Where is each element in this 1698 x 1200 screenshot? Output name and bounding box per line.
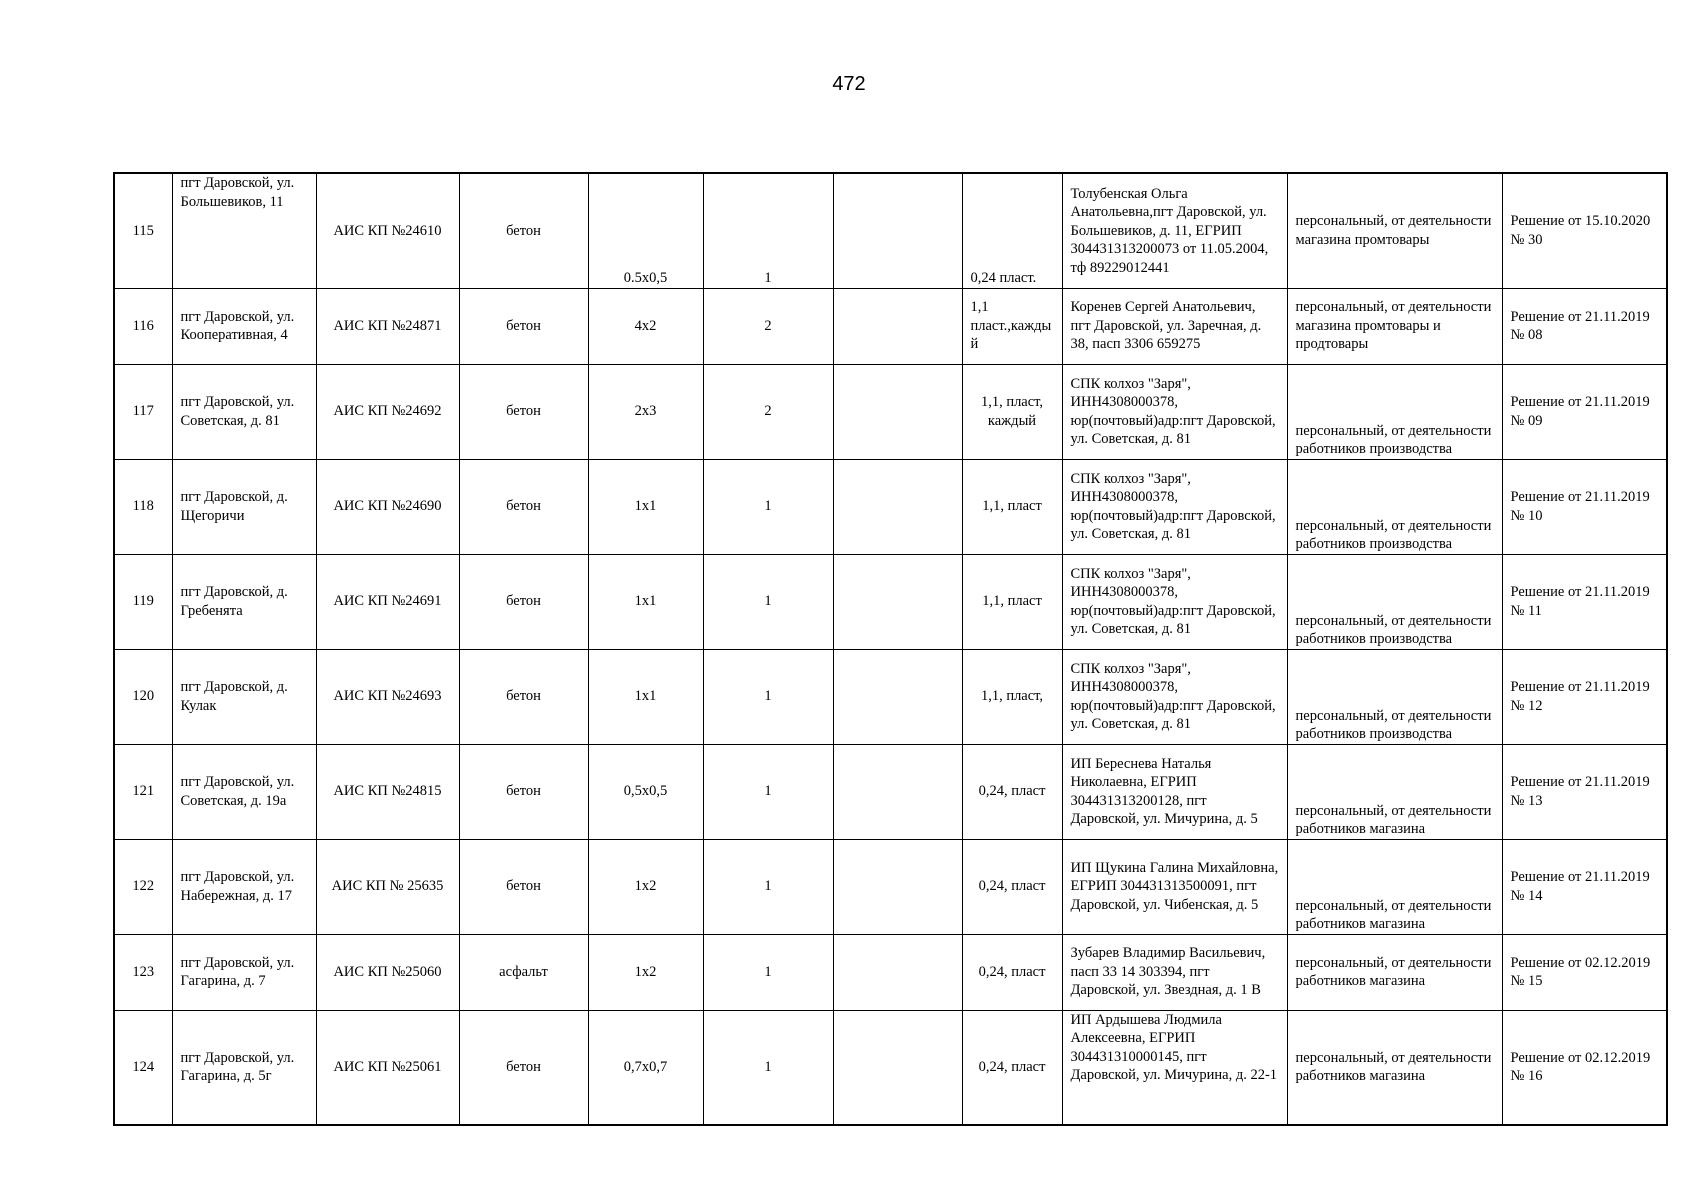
- registry-cell: АИС КП №24610: [316, 173, 459, 288]
- surface-cell: бетон: [459, 364, 588, 459]
- volume-cell: 1,1, пласт: [962, 459, 1062, 554]
- count-cell: 1: [703, 173, 833, 288]
- owner-cell: ИП Береснева Наталья Николаевна, ЕГРИП 304431313200128, пгт Даровской, ул. Мичурина, д. 5: [1062, 744, 1287, 839]
- address-cell: пгт Даровской, ул. Большевиков, 11: [172, 173, 316, 288]
- count-cell: 1: [703, 459, 833, 554]
- table-row: [114, 1010, 1667, 1125]
- count-cell: 1: [703, 554, 833, 649]
- size-cell: 0.5х0,5: [588, 173, 703, 288]
- size-cell: 0,5х0,5: [588, 744, 703, 839]
- row-number: 122: [114, 839, 172, 934]
- extra-cell: [833, 744, 962, 839]
- table-row: [114, 744, 1667, 839]
- address-cell: пгт Даровской, ул. Советская, д. 81: [172, 364, 316, 459]
- count-cell: 1: [703, 1010, 833, 1125]
- size-cell: 4х2: [588, 288, 703, 364]
- registry-cell: АИС КП №24692: [316, 364, 459, 459]
- volume-cell: 1,1, пласт, каждый: [962, 364, 1062, 459]
- owner-cell: Толубенская Ольга Анатольевна,пгт Даровской, ул. Большевиков, д. 11, ЕГРИП 304431313200073 от 11.05.2004, тф 89229012441: [1062, 173, 1287, 288]
- registry-cell: АИС КП № 25635: [316, 839, 459, 934]
- size-cell: 1х1: [588, 649, 703, 744]
- extra-cell: [833, 1010, 962, 1125]
- size-cell: 1х2: [588, 839, 703, 934]
- count-cell: 1: [703, 839, 833, 934]
- owner-cell: Коренев Сергей Анатольевич, пгт Даровской, ул. Заречная, д. 38, пасп 3306 659275: [1062, 288, 1287, 364]
- surface-cell: асфальт: [459, 934, 588, 1010]
- row-number: 116: [114, 288, 172, 364]
- row-number: 121: [114, 744, 172, 839]
- extra-cell: [833, 173, 962, 288]
- surface-cell: бетон: [459, 554, 588, 649]
- volume-cell: 0,24, пласт: [962, 1010, 1062, 1125]
- extra-cell: [833, 649, 962, 744]
- page-number: 472: [832, 73, 866, 95]
- surface-cell: бетон: [459, 288, 588, 364]
- table-body: [114, 173, 1667, 1125]
- type-cell: персональный, от деятельности работников производства: [1287, 554, 1502, 649]
- count-cell: 1: [703, 649, 833, 744]
- owner-cell: СПК колхоз "Заря", ИНН4308000378, юр(почтовый)адр:пгт Даровской, ул. Советская, д. 81: [1062, 554, 1287, 649]
- volume-cell: 0,24, пласт: [962, 839, 1062, 934]
- address-cell: пгт Даровской, д. Гребенята: [172, 554, 316, 649]
- surface-cell: бетон: [459, 459, 588, 554]
- address-cell: пгт Даровской, ул. Гагарина, д. 5г: [172, 1010, 316, 1125]
- type-cell: персональный, от деятельности магазина промтовары: [1287, 173, 1502, 288]
- row-number: 117: [114, 364, 172, 459]
- table-row: [114, 459, 1667, 554]
- table-row: [114, 173, 1667, 288]
- owner-cell: СПК колхоз "Заря", ИНН4308000378, юр(почтовый)адр:пгт Даровской, ул. Советская, д. 81: [1062, 649, 1287, 744]
- owner-cell: Зубарев Владимир Васильевич, пасп 33 14 303394, пгт Даровской, ул. Звездная, д. 1 В: [1062, 934, 1287, 1010]
- count-cell: 2: [703, 288, 833, 364]
- size-cell: 1х1: [588, 554, 703, 649]
- volume-cell: 0,24, пласт: [962, 934, 1062, 1010]
- extra-cell: [833, 364, 962, 459]
- address-cell: пгт Даровской, ул. Кооперативная, 4: [172, 288, 316, 364]
- registry-cell: АИС КП №24815: [316, 744, 459, 839]
- volume-cell: 1,1 пласт.,каждый: [962, 288, 1062, 364]
- size-cell: 0,7х0,7: [588, 1010, 703, 1125]
- volume-cell: 1,1, пласт: [962, 554, 1062, 649]
- type-cell: персональный, от деятельности работников магазина: [1287, 1010, 1502, 1125]
- row-number: 123: [114, 934, 172, 1010]
- type-cell: персональный, от деятельности работников магазина: [1287, 744, 1502, 839]
- size-cell: 2х3: [588, 364, 703, 459]
- address-cell: пгт Даровской, ул. Гагарина, д. 7: [172, 934, 316, 1010]
- decision-cell: Решение от 21.11.2019 № 11: [1502, 554, 1667, 649]
- volume-cell: 0,24 пласт.: [962, 173, 1062, 288]
- owner-cell: ИП Щукина Галина Михайловна, ЕГРИП 304431313500091, пгт Даровской, ул. Чибенская, д. 5: [1062, 839, 1287, 934]
- owner-cell: СПК колхоз "Заря", ИНН4308000378, юр(почтовый)адр:пгт Даровской, ул. Советская, д. 81: [1062, 364, 1287, 459]
- address-cell: пгт Даровской, ул. Советская, д. 19а: [172, 744, 316, 839]
- decision-cell: Решение от 21.11.2019 № 14: [1502, 839, 1667, 934]
- registry-cell: АИС КП №24691: [316, 554, 459, 649]
- extra-cell: [833, 288, 962, 364]
- registry-cell: АИС КП №24871: [316, 288, 459, 364]
- registry-cell: АИС КП №24693: [316, 649, 459, 744]
- decision-cell: Решение от 21.11.2019 № 10: [1502, 459, 1667, 554]
- surface-cell: бетон: [459, 1010, 588, 1125]
- address-cell: пгт Даровской, ул. Набережная, д. 17: [172, 839, 316, 934]
- registry-cell: АИС КП №24690: [316, 459, 459, 554]
- count-cell: 1: [703, 934, 833, 1010]
- decision-cell: Решение от 02.12.2019 № 15: [1502, 934, 1667, 1010]
- decision-cell: Решение от 02.12.2019 № 16: [1502, 1010, 1667, 1125]
- address-cell: пгт Даровской, д. Щегоричи: [172, 459, 316, 554]
- type-cell: персональный, от деятельности работников производства: [1287, 364, 1502, 459]
- table-row: [114, 554, 1667, 649]
- extra-cell: [833, 459, 962, 554]
- decision-cell: Решение от 15.10.2020 № 30: [1502, 173, 1667, 288]
- row-number: 119: [114, 554, 172, 649]
- table-row: [114, 934, 1667, 1010]
- decision-cell: Решение от 21.11.2019 № 12: [1502, 649, 1667, 744]
- row-number: 124: [114, 1010, 172, 1125]
- row-number: 115: [114, 173, 172, 288]
- decision-cell: Решение от 21.11.2019 № 13: [1502, 744, 1667, 839]
- registry-cell: АИС КП №25061: [316, 1010, 459, 1125]
- type-cell: персональный, от деятельности работников производства: [1287, 649, 1502, 744]
- table-row: [114, 649, 1667, 744]
- owner-cell: ИП Ардышева Людмила Алексеевна, ЕГРИП 304431310000145, пгт Даровской, ул. Мичурина, д. 22-1: [1062, 1010, 1287, 1125]
- row-number: 118: [114, 459, 172, 554]
- extra-cell: [833, 934, 962, 1010]
- decision-cell: Решение от 21.11.2019 № 08: [1502, 288, 1667, 364]
- count-cell: 1: [703, 744, 833, 839]
- decision-cell: Решение от 21.11.2019 № 09: [1502, 364, 1667, 459]
- count-cell: 2: [703, 364, 833, 459]
- type-cell: персональный, от деятельности работников магазина: [1287, 839, 1502, 934]
- type-cell: персональный, от деятельности работников производства: [1287, 459, 1502, 554]
- extra-cell: [833, 839, 962, 934]
- type-cell: персональный, от деятельности работников магазина: [1287, 934, 1502, 1010]
- size-cell: 1х1: [588, 459, 703, 554]
- extra-cell: [833, 554, 962, 649]
- surface-cell: бетон: [459, 173, 588, 288]
- surface-cell: бетон: [459, 649, 588, 744]
- volume-cell: 1,1, пласт,: [962, 649, 1062, 744]
- owner-cell: СПК колхоз "Заря", ИНН4308000378, юр(почтовый)адр:пгт Даровской, ул. Советская, д. 81: [1062, 459, 1287, 554]
- surface-cell: бетон: [459, 839, 588, 934]
- size-cell: 1х2: [588, 934, 703, 1010]
- volume-cell: 0,24, пласт: [962, 744, 1062, 839]
- table-row: [114, 288, 1667, 364]
- registry-cell: АИС КП №25060: [316, 934, 459, 1010]
- surface-cell: бетон: [459, 744, 588, 839]
- registry-table: [113, 172, 1668, 1126]
- table-row: [114, 364, 1667, 459]
- row-number: 120: [114, 649, 172, 744]
- table-row: [114, 839, 1667, 934]
- type-cell: персональный, от деятельности магазина промтовары и продтовары: [1287, 288, 1502, 364]
- address-cell: пгт Даровской, д. Кулак: [172, 649, 316, 744]
